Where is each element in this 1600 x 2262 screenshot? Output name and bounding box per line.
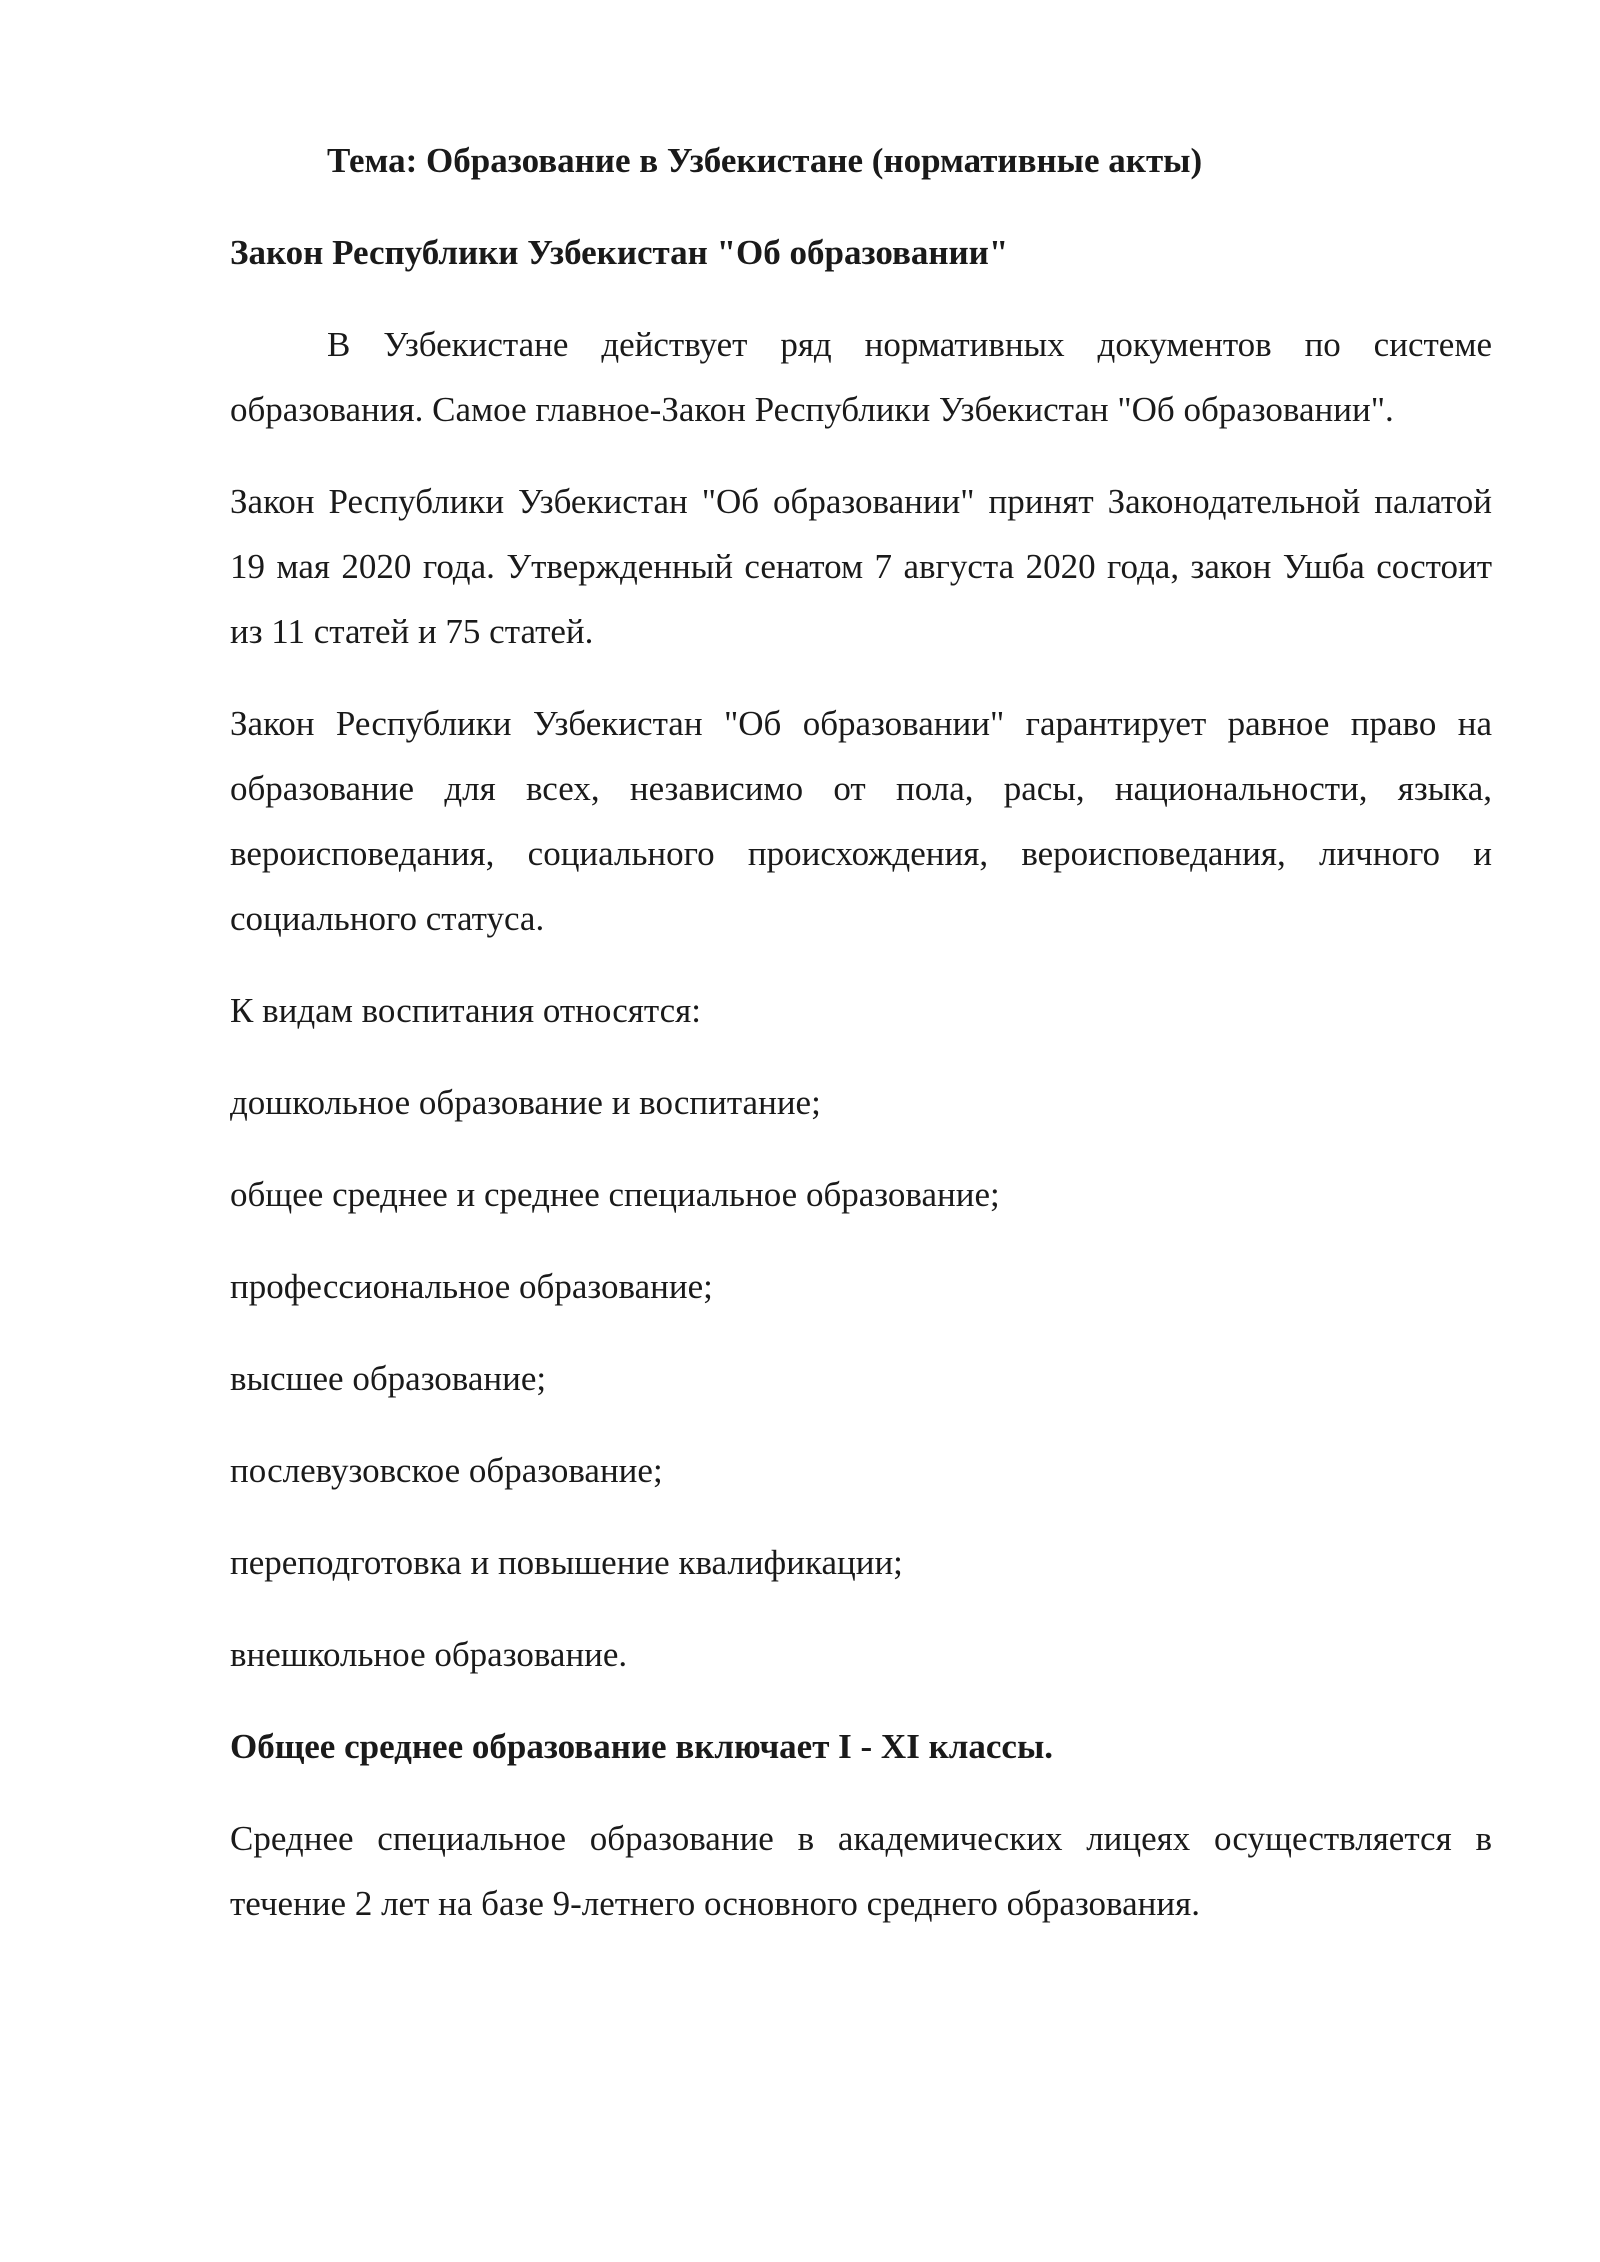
- types-intro: К видам воспитания относятся:: [230, 991, 701, 1030]
- types-list-item: высшее образование;: [230, 1359, 547, 1398]
- document-title: Тема: Образование в Узбекистане (нормативные акты): [327, 141, 1203, 180]
- general-education-heading: Общее среднее образование включает I - XI классы.: [230, 1727, 1054, 1766]
- types-list-item: профессиональное образование;: [230, 1267, 713, 1306]
- paragraph-intro: В Узбекистане действует ряд нормативных документов по системе образования. Самое главное-Закон Республики Узбекистан "Об образовании".: [230, 325, 1492, 429]
- document-body: [230, 128, 1492, 1963]
- paragraph-guarantee: Закон Республики Узбекистан "Об образовании" гарантирует равное право на образование для всех, независимо от пола, расы, национальности, языка, вероисповедания, социального происхождения, вероисповедания, личного и социального статуса.: [230, 704, 1492, 938]
- law-heading: Закон Республики Узбекистан "Об образовании": [230, 233, 1009, 272]
- types-list-item: дошкольное образование и воспитание;: [230, 1083, 821, 1122]
- types-list-item: послевузовское образование;: [230, 1451, 663, 1490]
- paragraph-adopted: Закон Республики Узбекистан "Об образовании" принят Законодательной палатой 19 мая 2020 года. Утвержденный сенатом 7 августа 2020 года, закон Ушба состоит из 11 статей и 75 статей.: [230, 482, 1492, 651]
- types-list-item: общее среднее и среднее специальное образование;: [230, 1175, 1000, 1214]
- types-list-item: внешкольное образование.: [230, 1635, 628, 1674]
- types-list-item: переподготовка и повышение квалификации;: [230, 1543, 903, 1582]
- paragraph-special-education: Среднее специальное образование в академических лицеях осуществляется в течение 2 лет на базе 9-летнего основного среднего образования.: [230, 1819, 1492, 1923]
